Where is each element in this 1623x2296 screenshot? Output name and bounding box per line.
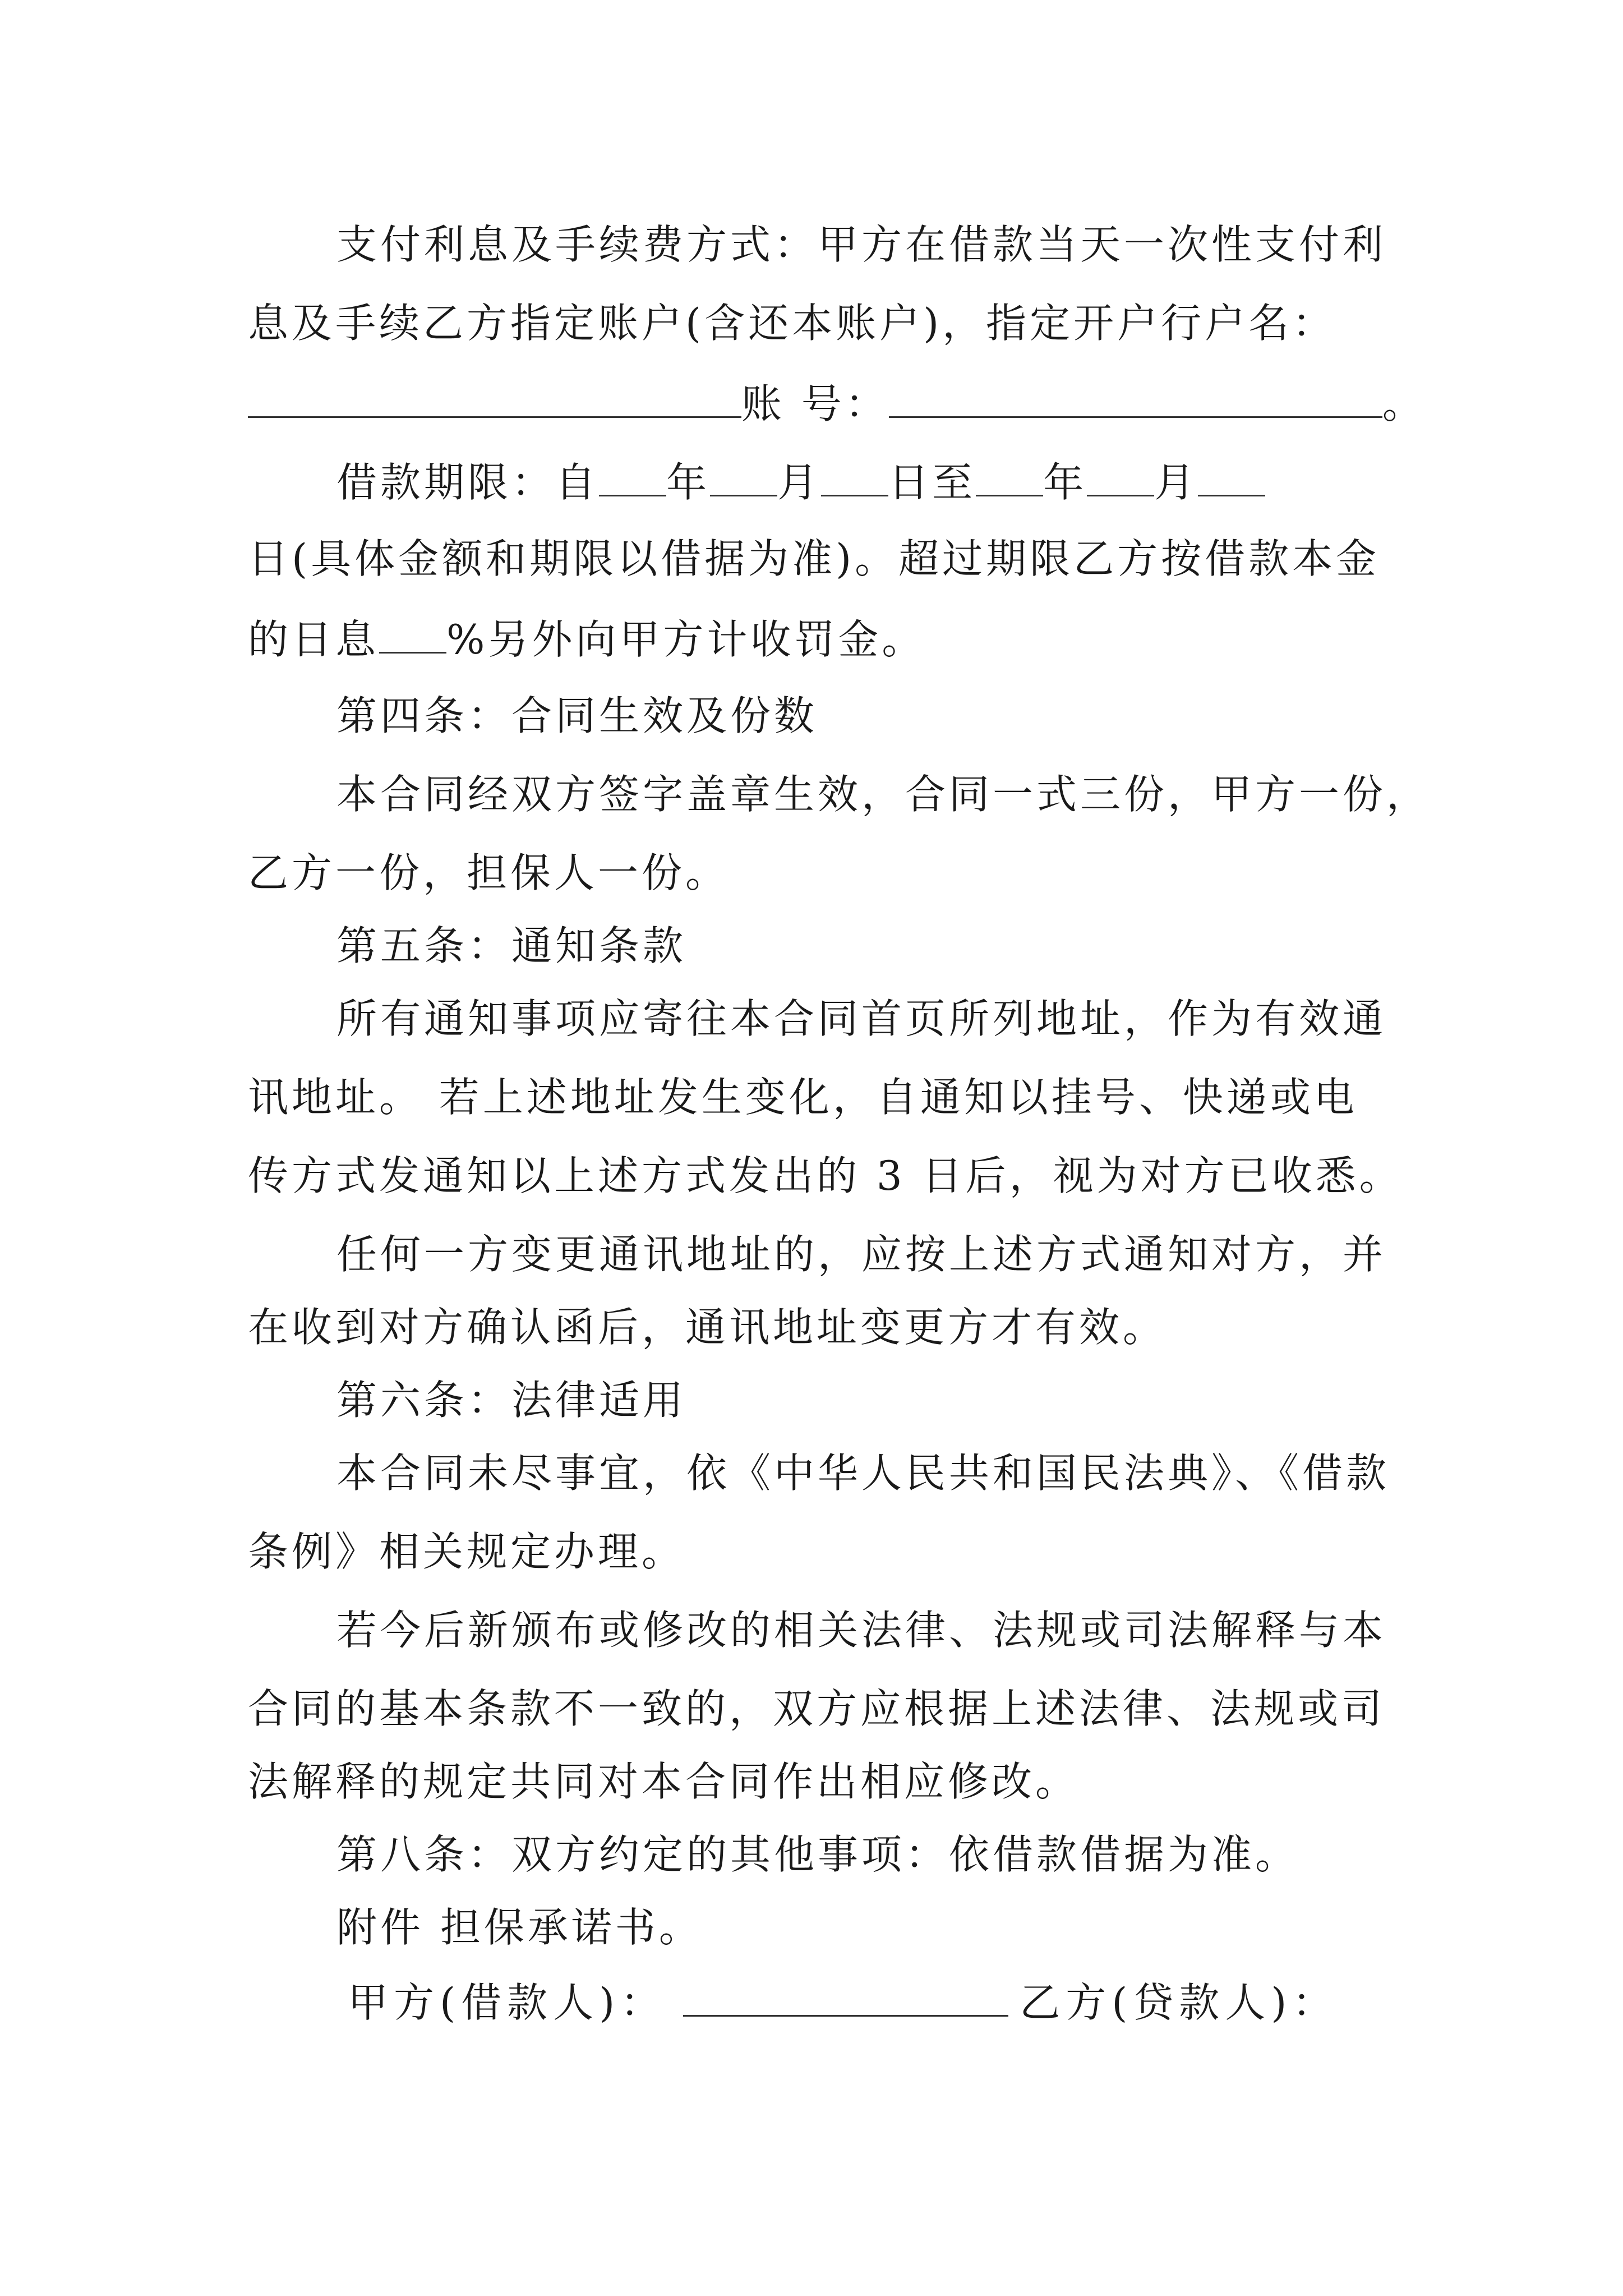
article-8-line: 第八条：双方约定的其他事项：依借款借据为准。 xyxy=(336,1831,1299,1878)
paragraph-line: 日(具体金额和期限以借据为准)。超过期限乙方按借款本金 xyxy=(248,535,1380,582)
penalty-line xyxy=(248,616,926,663)
paragraph-line: 合同的基本条款不一致的，双方应根据上述法律、法规或司 xyxy=(248,1685,1386,1732)
account-label: 账 号： xyxy=(741,380,889,427)
paragraph-line: 本合同经双方签字盖章生效，合同一式三份，甲方一份， xyxy=(336,771,1431,818)
day-blank xyxy=(1198,460,1265,496)
month-label: 月 xyxy=(777,459,822,506)
month-label: 月 xyxy=(1154,459,1198,506)
paragraph-line: 乙方一份，担保人一份。 xyxy=(248,849,730,896)
attachment-line: 附件 担保承诺书。 xyxy=(336,1904,703,1951)
party-b-label: 乙方(贷款人)： xyxy=(1020,1979,1339,2026)
article-4-title: 第四条：合同生效及份数 xyxy=(336,692,818,739)
paragraph-line: 支付利息及手续费方式：甲方在借款当天一次性支付利 xyxy=(336,221,1387,268)
article-6-title: 第六条：法律适用 xyxy=(336,1377,687,1424)
paragraph-line: 在收到对方确认函后，通讯地址变更方才有效。 xyxy=(248,1304,1167,1351)
account-number-blank xyxy=(889,381,1382,418)
paragraph-line: 所有通知事项应寄往本合同首页所列地址，作为有效通 xyxy=(336,995,1387,1042)
paragraph-line: 讯地址。 若上述地址发生变化，自通知以挂号、快递或电 xyxy=(248,1074,1358,1121)
paragraph-line: 传方式发通知以上述方式发出的 3 日后，视为对方已收悉。 xyxy=(248,1152,1403,1199)
daily-interest-label: 的日息 xyxy=(248,616,380,663)
party-a-label: 甲方(借款人)： xyxy=(348,1979,667,2026)
signature-line xyxy=(348,1979,1339,2026)
account-line xyxy=(248,380,1426,427)
period-mark: 。 xyxy=(1382,380,1426,427)
penalty-text: %另外向甲方计收罚金。 xyxy=(446,616,926,663)
year-blank xyxy=(599,460,666,496)
party-a-signature-blank xyxy=(683,1980,1008,2017)
bank-name-blank xyxy=(248,381,741,418)
month-blank xyxy=(1087,460,1154,496)
month-blank xyxy=(710,460,777,496)
article-5-title: 第五条：通知条款 xyxy=(336,922,687,969)
paragraph-line: 本合同未尽事宜，依《中华人民共和国民法典》、《借款 xyxy=(336,1450,1390,1497)
year-label: 年 xyxy=(666,459,711,506)
year-blank xyxy=(976,460,1043,496)
paragraph-line: 若今后新颁布或修改的相关法律、法规或司法解释与本 xyxy=(336,1607,1387,1654)
loan-period-line xyxy=(336,459,1265,506)
paragraph-line: 法解释的规定共同对本合同作出相应修改。 xyxy=(248,1758,1080,1805)
day-to-label: 日至 xyxy=(888,459,976,506)
paragraph-line: 任何一方变更通讯地址的，应按上述方式通知对方，并 xyxy=(336,1231,1387,1278)
year-label: 年 xyxy=(1043,459,1087,506)
from-label: 借款期限：自 xyxy=(336,459,600,506)
paragraph-line: 条例》相关规定办理。 xyxy=(248,1528,686,1575)
rate-blank xyxy=(379,617,446,654)
day-blank xyxy=(821,460,888,496)
paragraph-line: 息及手续乙方指定账户(含还本账户)，指定开户行户名： xyxy=(248,300,1336,347)
